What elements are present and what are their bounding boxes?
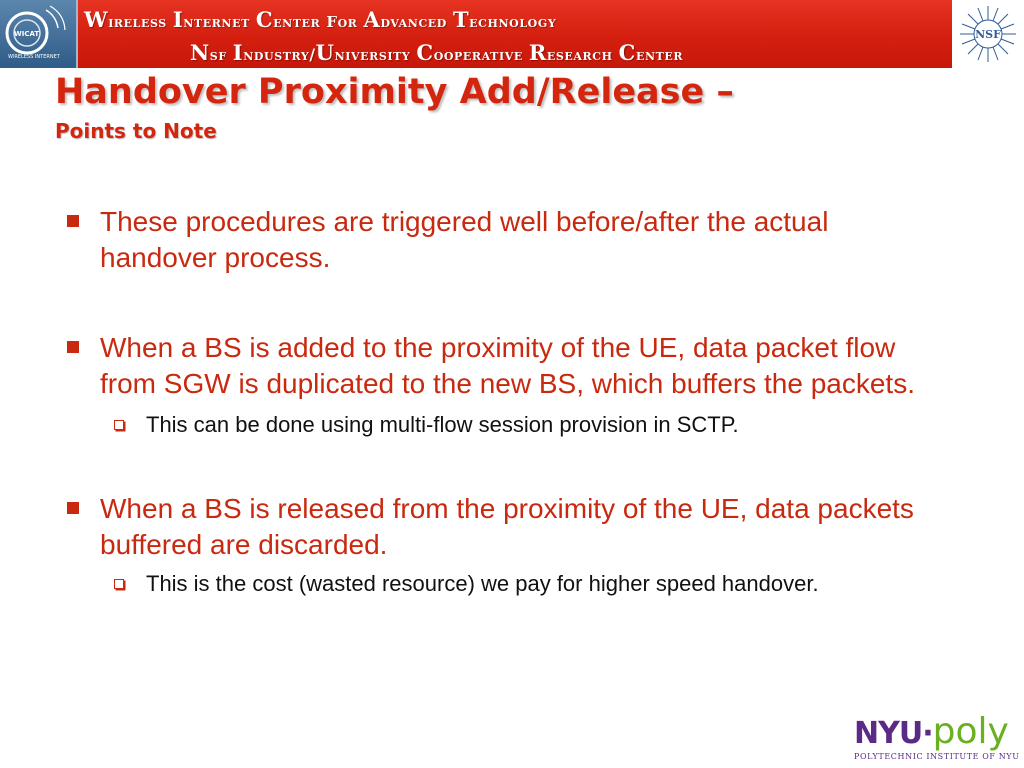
- square-bullet-icon: [67, 215, 79, 227]
- header-line-2-text: Nsf Industry/University Cooperative Research Center: [190, 40, 684, 65]
- nyu-poly-wordmark: [854, 711, 1009, 752]
- logo-poly-text: poly: [932, 711, 1009, 752]
- slide-title: Handover Proximity Add/Release –: [55, 72, 734, 112]
- bullet-text: When a BS is added to the proximity of the UE, data packet flow from SGW is duplicated to the new BS, which buffers the packets.: [100, 332, 915, 399]
- bullet-item: [62, 330, 922, 402]
- bullet-text: These procedures are triggered well before/after the actual handover process.: [100, 206, 829, 273]
- bullet-item: [62, 491, 922, 563]
- hollow-square-bullet-icon: [114, 420, 124, 430]
- nsf-logo-text: NSF: [975, 28, 1001, 41]
- sub-bullet-text: This is the cost (wasted resource) we pay for higher speed handover.: [146, 571, 819, 596]
- nsf-logo-icon: [952, 0, 1024, 68]
- slide-subtitle: Points to Note: [55, 119, 217, 143]
- header-line-1: [84, 7, 556, 32]
- sub-bullet-item: [62, 569, 922, 598]
- logo-nyu-text: NYU: [854, 716, 923, 751]
- square-bullet-icon: [67, 502, 79, 514]
- sub-bullet-text: This can be done using multi-flow session provision in SCTP.: [146, 412, 739, 437]
- sub-bullet-item: [62, 410, 922, 439]
- bullet-item: [62, 204, 922, 276]
- bullet-text: When a BS is released from the proximity of the UE, data packets buffered are discarded.: [100, 493, 914, 560]
- header-banner: [0, 0, 952, 68]
- logo-dot-text: ·: [922, 716, 933, 751]
- bullet-list: [62, 204, 922, 598]
- wicat-logo-icon: [0, 0, 78, 68]
- nyu-poly-logo: [848, 712, 1020, 764]
- logo-subtitle: POLYTECHNIC INSTITUTE OF NYU: [854, 752, 1020, 761]
- header-line-1-text: Wireless Internet Center for Advanced Technology: [84, 7, 557, 32]
- wicat-logo-text: WICAT: [14, 30, 40, 38]
- wicat-logo-subtext: WIRELESS INTERNET: [8, 54, 60, 60]
- header-line-2: [190, 40, 683, 65]
- square-bullet-icon: [67, 341, 79, 353]
- hollow-square-bullet-icon: [114, 579, 124, 589]
